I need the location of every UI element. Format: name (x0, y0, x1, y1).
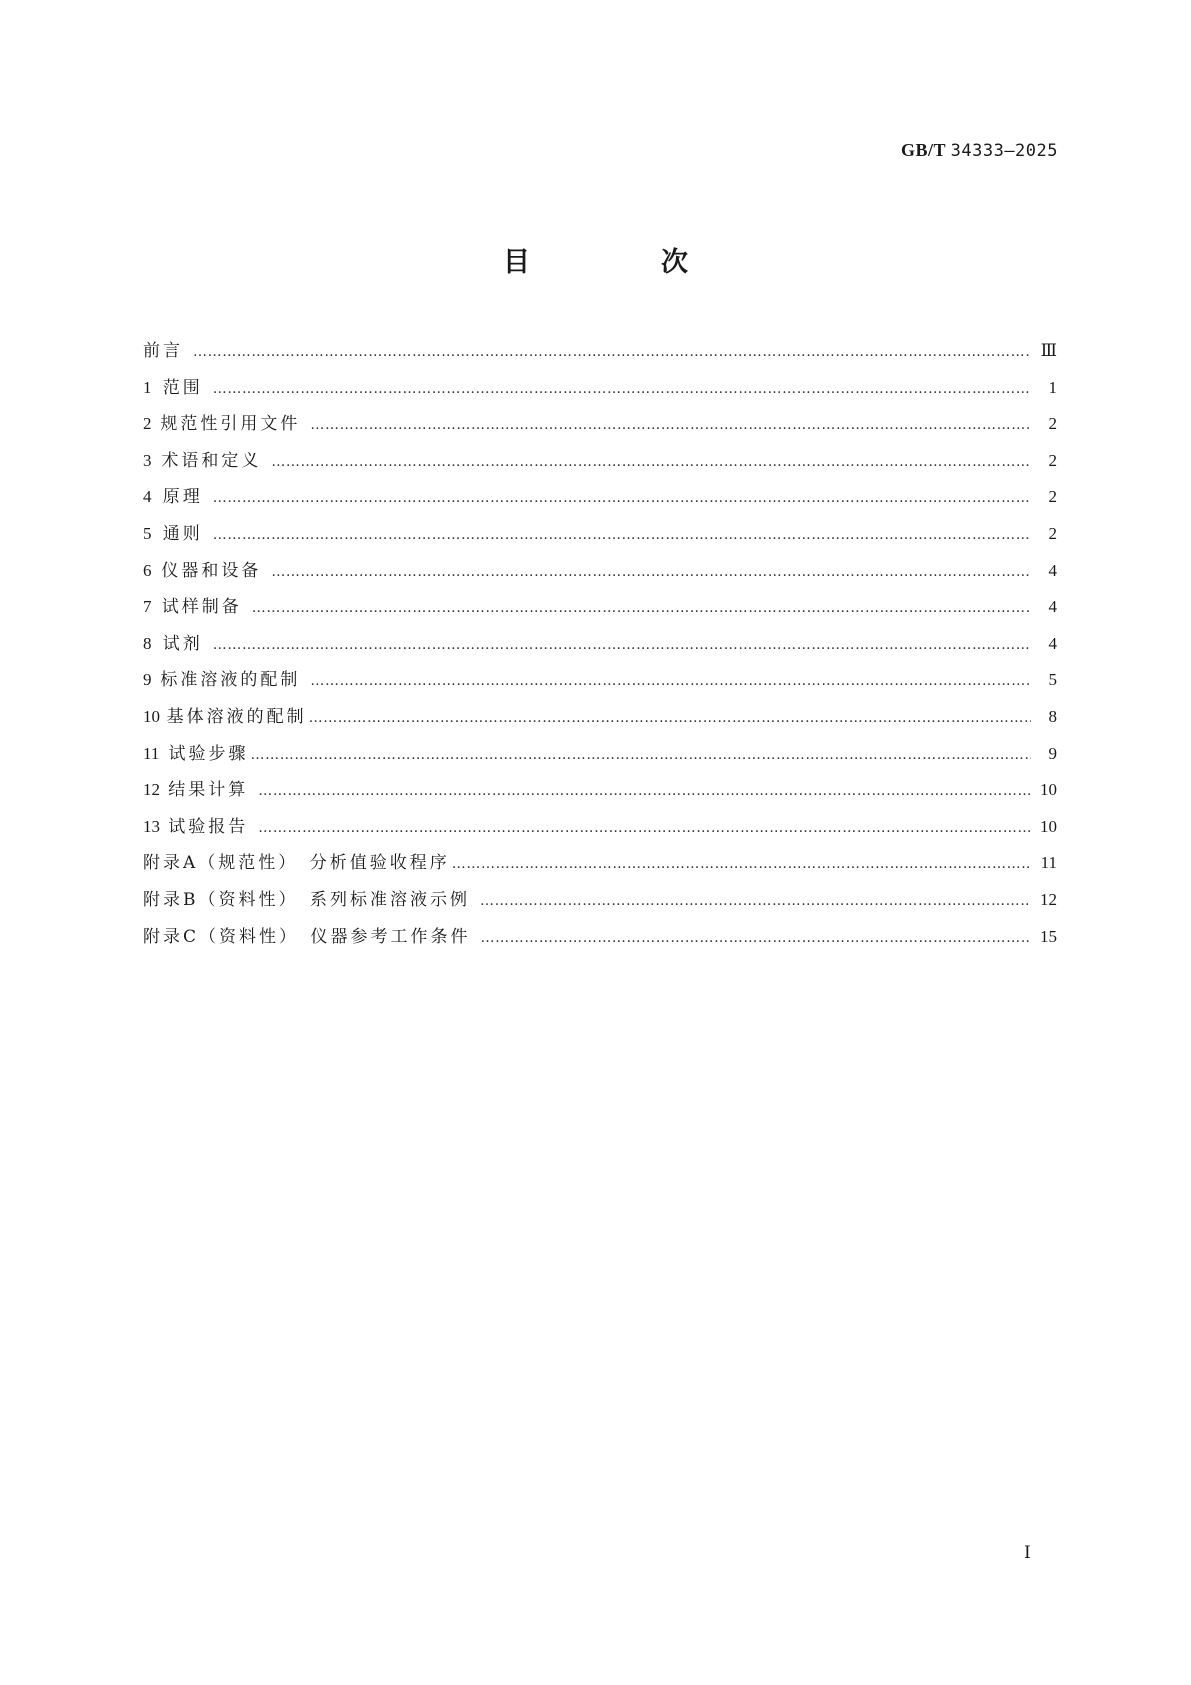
toc-entry-title: 附录A（规范性） 分析值验收程序 (143, 853, 450, 874)
toc-entry-title: 前言 (143, 341, 183, 361)
toc-dot-leader (258, 783, 1031, 799)
toc-entry-10[interactable] (143, 702, 1057, 739)
toc-dot-leader (452, 856, 1031, 872)
toc-entry-foreword[interactable] (143, 336, 1057, 373)
toc-dot-leader (271, 564, 1031, 580)
toc-entry-title: 试样制备 (161, 597, 242, 618)
toc-entry-number: 12 (143, 780, 160, 800)
toc-entry-number: 5 (143, 523, 152, 543)
toc-entry-page: 15 (1040, 926, 1057, 946)
toc-entry-4[interactable] (143, 482, 1057, 519)
table-of-contents (143, 336, 1057, 958)
standard-prefix: GB/T (900, 140, 946, 160)
toc-entry-page: 9 (1048, 743, 1057, 763)
toc-entry-page: 5 (1048, 670, 1057, 690)
toc-entry-number: 3 (143, 450, 152, 470)
toc-entry-title: 试剂 (162, 633, 203, 654)
toc-entry-number: 10 (143, 706, 160, 726)
toc-entry-annex-a[interactable] (143, 848, 1057, 885)
standard-number: 34333—2025 (950, 141, 1058, 161)
standard-code (901, 140, 1058, 161)
toc-entry-title: 试验报告 (168, 816, 249, 837)
toc-entry-title: 术语和定义 (161, 450, 262, 471)
toc-dot-leader (309, 710, 1031, 726)
toc-entry-annex-c[interactable] (143, 922, 1057, 959)
toc-entry-13[interactable] (143, 812, 1057, 849)
toc-entry-page: 11 (1040, 853, 1057, 873)
toc-entry-number: 1 (143, 377, 152, 397)
toc-entry-number: 13 (143, 816, 160, 836)
toc-entry-1[interactable] (143, 373, 1057, 410)
toc-entry-12[interactable] (143, 775, 1057, 812)
toc-entry-number: 6 (143, 560, 152, 580)
toc-entry-9[interactable] (143, 665, 1057, 702)
toc-entry-page: 10 (1040, 816, 1057, 836)
toc-entry-title: 试验步骤 (168, 743, 249, 764)
page-number: Ⅰ (1024, 1543, 1031, 1562)
toc-entry-title: 标准溶液的配制 (160, 670, 301, 691)
toc-entry-6[interactable] (143, 556, 1057, 593)
toc-entry-number: 11 (143, 743, 160, 763)
toc-dot-leader (213, 637, 1031, 653)
toc-entry-annex-b[interactable] (143, 885, 1057, 922)
toc-entry-title: 基体溶液的配制 (166, 706, 307, 727)
toc-entry-title: 范围 (162, 377, 203, 398)
toc-entry-page: 2 (1048, 523, 1057, 543)
toc-dot-leader (258, 820, 1031, 836)
toc-entry-title: 附录B（资料性） 系列标准溶液示例 (143, 889, 470, 910)
toc-entry-page: 4 (1048, 597, 1057, 617)
toc-entry-page: 2 (1048, 414, 1057, 434)
toc-entry-title: 结果计算 (168, 780, 249, 801)
toc-entry-page: 8 (1048, 706, 1057, 726)
toc-entry-title: 通则 (162, 523, 203, 544)
toc-entry-title: 规范性引用文件 (160, 414, 301, 435)
toc-entry-page: Ⅲ (1040, 341, 1057, 360)
toc-entry-number: 7 (143, 597, 152, 617)
toc-entry-8[interactable] (143, 629, 1057, 666)
toc-entry-page: 4 (1048, 560, 1057, 580)
toc-entry-number: 8 (143, 633, 152, 653)
toc-entry-number: 9 (143, 670, 152, 690)
toc-entry-3[interactable] (143, 446, 1057, 483)
toc-entry-number: 2 (143, 414, 152, 434)
toc-dot-leader (213, 527, 1031, 543)
toc-entry-page: 10 (1040, 780, 1057, 800)
toc-dot-leader (193, 344, 1031, 360)
toc-dot-leader (252, 600, 1031, 616)
toc-entry-title: 附录C（资料性） 仪器参考工作条件 (143, 926, 471, 947)
toc-entry-5[interactable] (143, 519, 1057, 556)
toc-entry-7[interactable] (143, 592, 1057, 629)
toc-dot-leader (271, 454, 1031, 470)
toc-dot-leader (481, 930, 1031, 946)
toc-heading: 目 次 (503, 247, 740, 278)
toc-entry-11[interactable] (143, 739, 1057, 776)
toc-entry-page: 2 (1048, 487, 1057, 507)
toc-dot-leader (213, 381, 1031, 397)
toc-entry-number: 4 (143, 487, 152, 507)
toc-dot-leader (480, 893, 1031, 909)
toc-entry-page: 12 (1040, 889, 1057, 909)
toc-entry-page: 2 (1048, 450, 1057, 470)
toc-entry-title: 仪器和设备 (161, 560, 262, 581)
toc-dot-leader (251, 747, 1031, 763)
toc-dot-leader (213, 490, 1031, 506)
toc-entry-title: 原理 (162, 487, 203, 508)
toc-dot-leader (310, 673, 1031, 689)
toc-entry-page: 1 (1048, 377, 1057, 397)
toc-entry-page: 4 (1048, 633, 1057, 653)
toc-dot-leader (310, 417, 1031, 433)
toc-entry-2[interactable] (143, 409, 1057, 446)
